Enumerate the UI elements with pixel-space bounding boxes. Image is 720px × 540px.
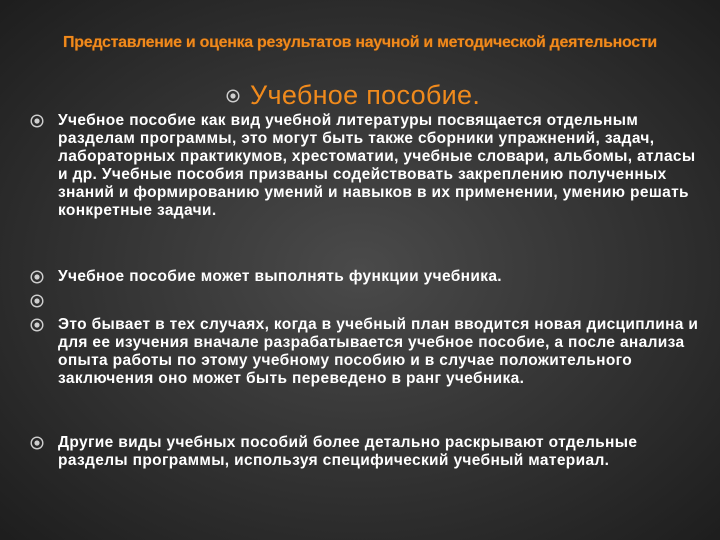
subtitle-row: [226, 80, 480, 111]
list-item: [30, 112, 702, 220]
circled-dot-icon: [30, 114, 44, 128]
list-item-text: Учебное пособие как вид учебной литературы посвящается отдельным разделам программы, это могут быть также сборники упражнений, задач, лабораторных практикумов, хрестоматии, учебные словари, альбомы, атласы и др. Учебные пособия призваны содействовать закреплению полученных знаний и формированию умений и навыков в их применении, умению решать конкретные задачи.: [58, 112, 696, 219]
section-subtitle: Учебное пособие.: [250, 80, 481, 110]
list-item-text: Это бывает в тех случаях, когда в учебный план вводится новая дисциплина и для ее изучения вначале разрабатывается учебное пособие, а после анализа опыта работы по этому учебному пособию и в случае положительного заключения оно может быть переведено в ранг учебника.: [58, 316, 699, 387]
circled-dot-icon: [30, 318, 44, 332]
circled-dot-icon: [226, 89, 240, 103]
slide-title: Представление и оценка результатов научной и методической деятельности: [63, 34, 657, 51]
circled-dot-icon: [30, 294, 44, 308]
list-item: [30, 292, 702, 308]
list-item: [30, 434, 702, 470]
list-item-text: Учебное пособие может выполнять функции учебника.: [58, 268, 502, 285]
list-item: [30, 268, 702, 286]
circled-dot-icon: [30, 436, 44, 450]
list-item-text: Другие виды учебных пособий более детально раскрывают отдельные разделы программы, используя специфический учебный материал.: [58, 434, 638, 469]
circled-dot-icon: [30, 270, 44, 284]
list-item: [30, 316, 702, 388]
